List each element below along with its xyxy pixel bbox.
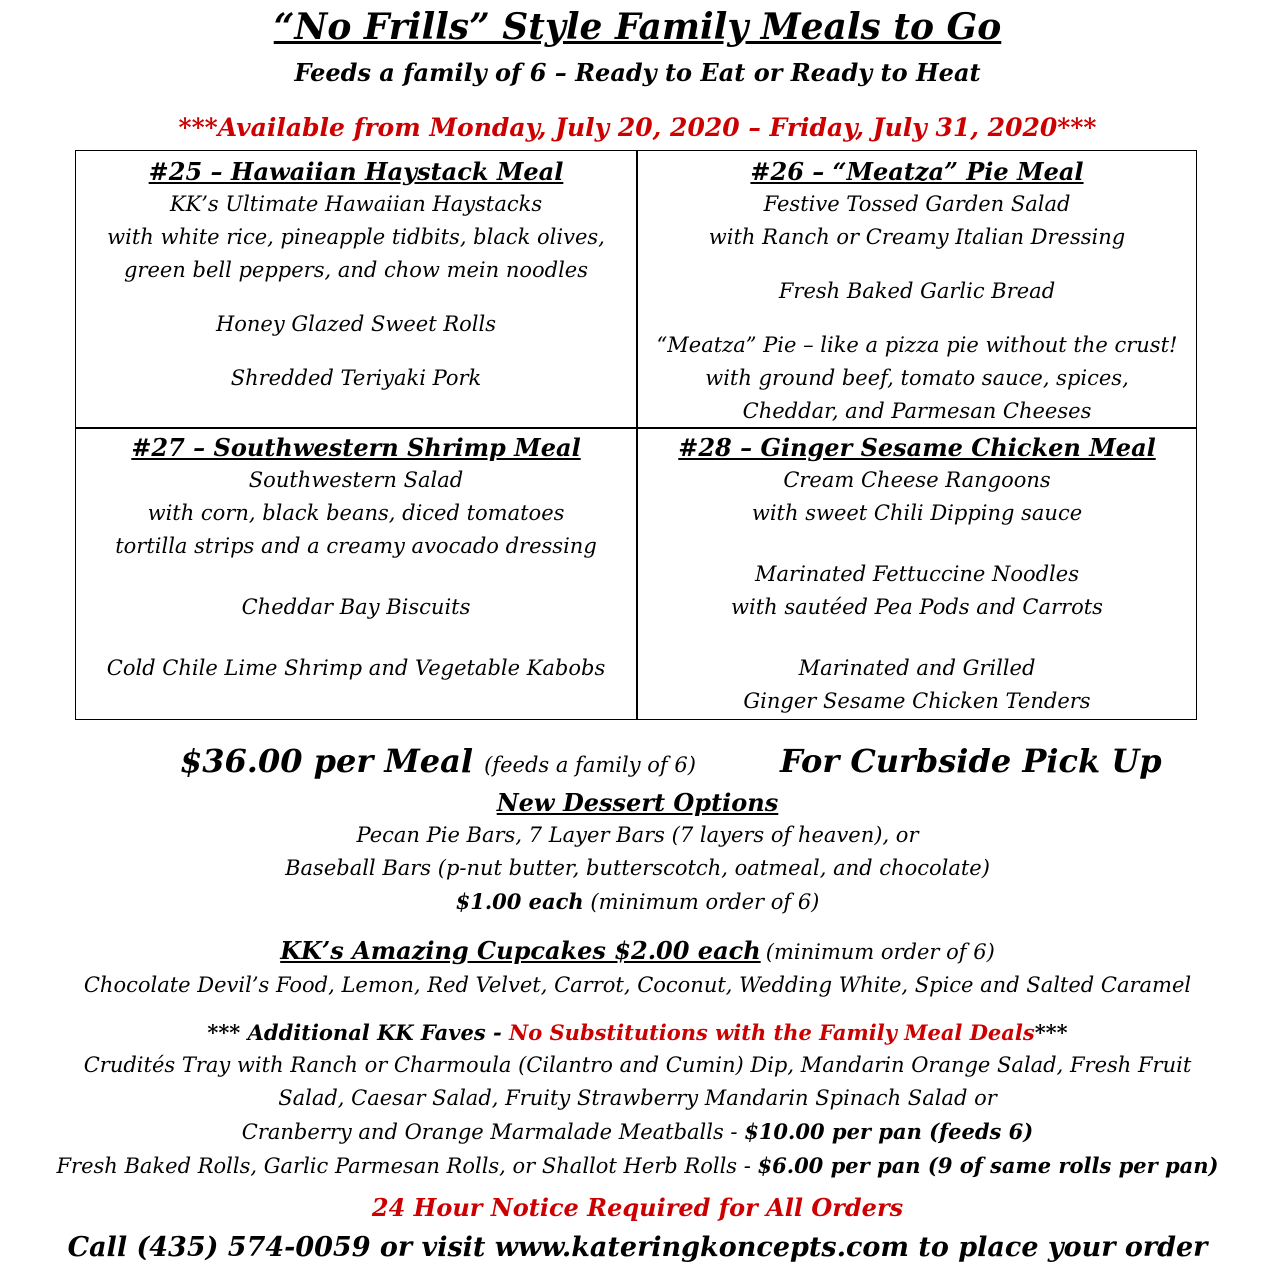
meal-item: with sweet Chili Dipping sauce	[751, 501, 1083, 525]
meal-heading: #27 – Southwestern Shrimp Meal	[131, 433, 581, 462]
contact-line: Call (435) 574-0059 or visit www.kateringkoncepts.com to place your order	[67, 1232, 1208, 1263]
meal-item: Shredded Teriyaki Pork	[230, 366, 482, 390]
meal-price-note: (feeds a family of 6)	[484, 753, 696, 777]
meal-heading: #26 – “Meatza” Pie Meal	[750, 157, 1084, 186]
meal-card-27	[76, 431, 636, 685]
dessert-price-line	[0, 885, 1275, 919]
meal-card-25	[76, 155, 636, 395]
page-title: “No Frills” Style Family Meals to Go	[273, 6, 1002, 48]
availability-banner: ***Available from Monday, July 20, 2020 – Friday, July 31, 2020***	[178, 113, 1097, 142]
faves-item: Fresh Baked Rolls, Garlic Parmesan Rolls, or Shallot Herb Rolls -	[56, 1154, 758, 1178]
meal-heading: #25 – Hawaiian Haystack Meal	[148, 157, 564, 186]
page-subtitle: Feeds a family of 6 – Ready to Eat or Ready to Heat	[294, 58, 981, 87]
cupcake-heading: KK’s Amazing Cupcakes $2.00 each	[280, 936, 761, 965]
meal-item: Cheddar Bay Biscuits	[241, 595, 471, 619]
meal-item: with Ranch or Creamy Italian Dressing	[708, 225, 1126, 249]
meal-card-26	[637, 155, 1197, 428]
faves-line	[0, 1115, 1275, 1149]
meal-item: Southwestern Salad	[248, 468, 464, 492]
meal-item: Marinated and Grilled	[798, 656, 1036, 680]
meal-item: Cold Chile Lime Shrimp and Vegetable Kabobs	[106, 656, 606, 680]
meal-price-text: $36.00 per Meal	[180, 742, 474, 780]
faves-heading	[0, 1016, 1275, 1049]
faves-prefix: *** Additional KK Faves -	[207, 1020, 509, 1045]
faves-line: Salad, Caesar Salad, Fruity Strawberry Mandarin Spinach Salad or	[278, 1086, 997, 1110]
meal-item: green bell peppers, and chow mein noodles	[123, 258, 589, 282]
faves-price: $6.00 per pan (9 of same rolls per pan)	[757, 1153, 1219, 1178]
cupcake-heading-line	[0, 936, 1275, 969]
meals-table	[75, 150, 1197, 720]
meal-item: with white rice, pineapple tidbits, black olives,	[107, 225, 605, 249]
meal-item: with ground beef, tomato sauce, spices,	[705, 366, 1129, 390]
meal-item: with sautéed Pea Pods and Carrots	[731, 595, 1103, 619]
faves-line: Crudités Tray with Ranch or Charmoula (Cilantro and Cumin) Dip, Mandarin Orange Salad, Fresh Fruit	[83, 1053, 1192, 1077]
meal-item: Fresh Baked Garlic Bread	[778, 279, 1056, 303]
cupcake-flavors: Chocolate Devil’s Food, Lemon, Red Velvet, Carrot, Coconut, Wedding White, Spice and Salted Caramel	[83, 973, 1192, 997]
meal-item: KK’s Ultimate Hawaiian Haystacks	[169, 192, 543, 216]
meal-price	[180, 742, 696, 780]
curbside-pickup: For Curbside Pick Up	[780, 742, 1162, 780]
meal-item: Cream Cheese Rangoons	[783, 468, 1051, 492]
meal-item: Ginger Sesame Chicken Tenders	[743, 689, 1091, 713]
meal-item: tortilla strips and a creamy avocado dressing	[115, 534, 597, 558]
faves-suffix: ***	[1034, 1020, 1068, 1045]
meal-heading: #28 – Ginger Sesame Chicken Meal	[678, 433, 1156, 462]
dessert-line: Pecan Pie Bars, 7 Layer Bars (7 layers of heaven), or	[356, 823, 919, 847]
meal-item: Honey Glazed Sweet Rolls	[215, 312, 497, 336]
meal-item: Marinated Fettuccine Noodles	[755, 562, 1079, 586]
cupcake-note: (minimum order of 6)	[765, 940, 995, 964]
dessert-heading: New Dessert Options	[496, 788, 779, 817]
meal-item: with corn, black beans, diced tomatoes	[147, 501, 565, 525]
pricing-row	[0, 742, 1275, 788]
meal-item: Cheddar, and Parmesan Cheeses	[742, 399, 1092, 423]
faves-line	[0, 1149, 1275, 1183]
meal-item: Festive Tossed Garden Salad	[763, 192, 1071, 216]
dessert-line: Baseball Bars (p-nut butter, butterscotch, oatmeal, and chocolate)	[285, 856, 990, 880]
meal-item: “Meatza” Pie – like a pizza pie without the crust!	[656, 333, 1178, 357]
cupcake-section	[0, 936, 1275, 1002]
faves-warning: No Substitutions with the Family Meal Deals	[509, 1020, 1035, 1045]
faves-price: $10.00 per pan (feeds 6)	[744, 1119, 1034, 1144]
meal-card-28	[637, 431, 1197, 718]
dessert-price-note: (minimum order of 6)	[590, 890, 820, 914]
faves-section	[0, 1016, 1275, 1183]
faves-item: Cranberry and Orange Marmalade Meatballs -	[241, 1120, 745, 1144]
dessert-section	[0, 788, 1275, 919]
order-notice: 24 Hour Notice Required for All Orders	[371, 1193, 904, 1222]
dessert-price: $1.00 each	[455, 889, 584, 914]
